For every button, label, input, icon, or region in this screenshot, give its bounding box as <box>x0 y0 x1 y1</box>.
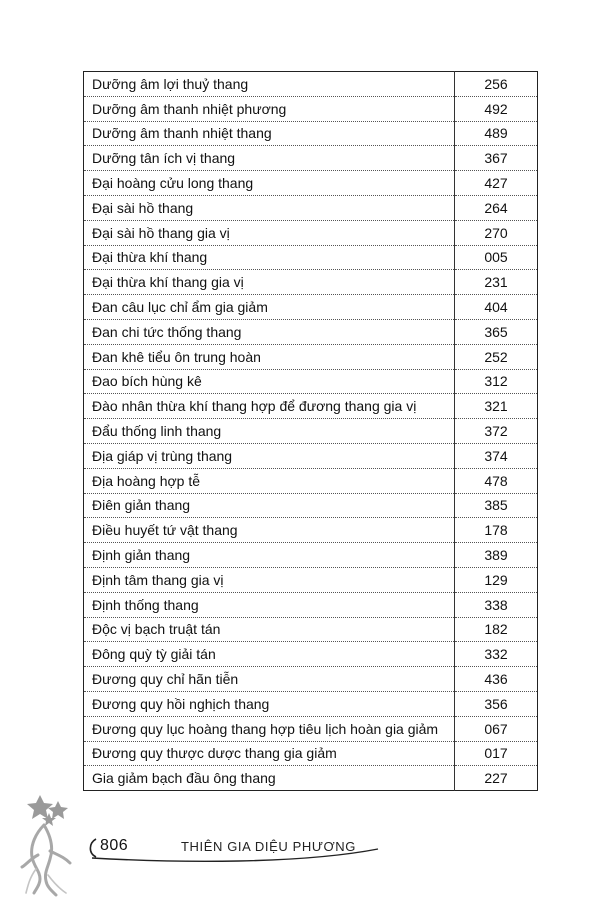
formula-name: Định thống thang <box>84 592 455 617</box>
formula-name: Đan khê tiểu ôn trung hoàn <box>84 344 455 369</box>
formula-name: Địa hoàng hợp tễ <box>84 468 455 493</box>
table-row <box>84 642 538 667</box>
table-row <box>84 741 538 766</box>
page-reference: 489 <box>455 121 538 146</box>
formula-name: Địa giáp vị trùng thang <box>84 443 455 468</box>
page-reference: 067 <box>455 716 538 741</box>
formula-name: Đại hoàng cửu long thang <box>84 171 455 196</box>
table-row <box>84 468 538 493</box>
formula-name: Độc vị bạch truật tán <box>84 617 455 642</box>
table-row <box>84 667 538 692</box>
formula-name: Dưỡng âm thanh nhiệt phương <box>84 96 455 121</box>
index-table-body <box>84 72 538 791</box>
page-reference: 356 <box>455 691 538 716</box>
page-reference: 372 <box>455 419 538 444</box>
table-row <box>84 72 538 97</box>
formula-name: Điên giản thang <box>84 493 455 518</box>
formula-name: Đại thừa khí thang gia vị <box>84 270 455 295</box>
table-row <box>84 295 538 320</box>
page-reference: 312 <box>455 369 538 394</box>
page-reference: 436 <box>455 667 538 692</box>
table-row <box>84 245 538 270</box>
formula-name: Gia giảm bạch đầu ông thang <box>84 766 455 791</box>
table-row <box>84 493 538 518</box>
table-row <box>84 567 538 592</box>
formula-name: Đại sài hồ thang gia vị <box>84 220 455 245</box>
page-footer <box>0 785 612 905</box>
page-reference: 404 <box>455 295 538 320</box>
table-row <box>84 691 538 716</box>
formula-name: Đương quy hồi nghịch thang <box>84 691 455 716</box>
formula-name: Đông quỳ tỳ giải tán <box>84 642 455 667</box>
formula-name: Dưỡng tân ích vị thang <box>84 146 455 171</box>
page-reference: 270 <box>455 220 538 245</box>
formula-index-table <box>83 71 538 791</box>
formula-name: Đao bích hùng kê <box>84 369 455 394</box>
formula-name: Đương quy lục hoàng thang hợp tiêu lịch hoàn gia giảm <box>84 716 455 741</box>
page-reference: 338 <box>455 592 538 617</box>
table-row <box>84 319 538 344</box>
table-row <box>84 270 538 295</box>
table-row <box>84 592 538 617</box>
table-row <box>84 419 538 444</box>
page-reference: 256 <box>455 72 538 97</box>
formula-name: Đẩu thống linh thang <box>84 419 455 444</box>
page-reference: 005 <box>455 245 538 270</box>
page-reference: 227 <box>484 770 508 787</box>
formula-name: Đan chi tức thống thang <box>84 319 455 344</box>
formula-name: Định giản thang <box>84 543 455 568</box>
page-number: 806 <box>100 837 129 854</box>
table-row <box>84 220 538 245</box>
formula-name: Dưỡng âm lợi thuỷ thang <box>84 72 455 97</box>
formula-name: Điều huyết tứ vật thang <box>84 518 455 543</box>
page-reference: 427 <box>455 171 538 196</box>
table-row <box>84 146 538 171</box>
table-row <box>84 121 538 146</box>
formula-name: Đại thừa khí thang <box>84 245 455 270</box>
page-reference: 252 <box>455 344 538 369</box>
page-reference: 017 <box>455 741 538 766</box>
page-reference: 365 <box>455 319 538 344</box>
formula-name: Đương quy thược dược thang gia giảm <box>84 741 455 766</box>
formula-name: Đào nhân thừa khí thang hợp để đương thang gia vị <box>84 394 455 419</box>
table-row <box>84 195 538 220</box>
table-row <box>84 171 538 196</box>
page-reference: 374 <box>455 443 538 468</box>
table-row <box>84 96 538 121</box>
formula-name: Đương quy chỉ hãn tiễn <box>84 667 455 692</box>
page-reference: 385 <box>455 493 538 518</box>
table-row <box>84 394 538 419</box>
formula-name: Đại sài hồ thang <box>84 195 455 220</box>
table-row <box>84 543 538 568</box>
page-reference: 182 <box>455 617 538 642</box>
table-row <box>84 369 538 394</box>
page-reference: 478 <box>455 468 538 493</box>
page-reference: 367 <box>455 146 538 171</box>
page-reference: 332 <box>455 642 538 667</box>
book-title: THIÊN GIA DIỆU PHƯƠNG <box>181 839 356 854</box>
page-reference: 492 <box>455 96 538 121</box>
table-row <box>84 443 538 468</box>
table-row <box>84 344 538 369</box>
page-reference: 264 <box>455 195 538 220</box>
page-reference: 389 <box>455 543 538 568</box>
page-reference: 129 <box>455 567 538 592</box>
formula-name: Định tâm thang gia vị <box>84 567 455 592</box>
page-reference: 178 <box>455 518 538 543</box>
formula-name: Đan câu lục chỉ ẩm gia giảm <box>84 295 455 320</box>
table-row <box>84 518 538 543</box>
page-reference: 231 <box>455 270 538 295</box>
table-row <box>84 617 538 642</box>
table-row <box>84 716 538 741</box>
formula-name: Dưỡng âm thanh nhiệt thang <box>84 121 455 146</box>
page-reference: 321 <box>455 394 538 419</box>
